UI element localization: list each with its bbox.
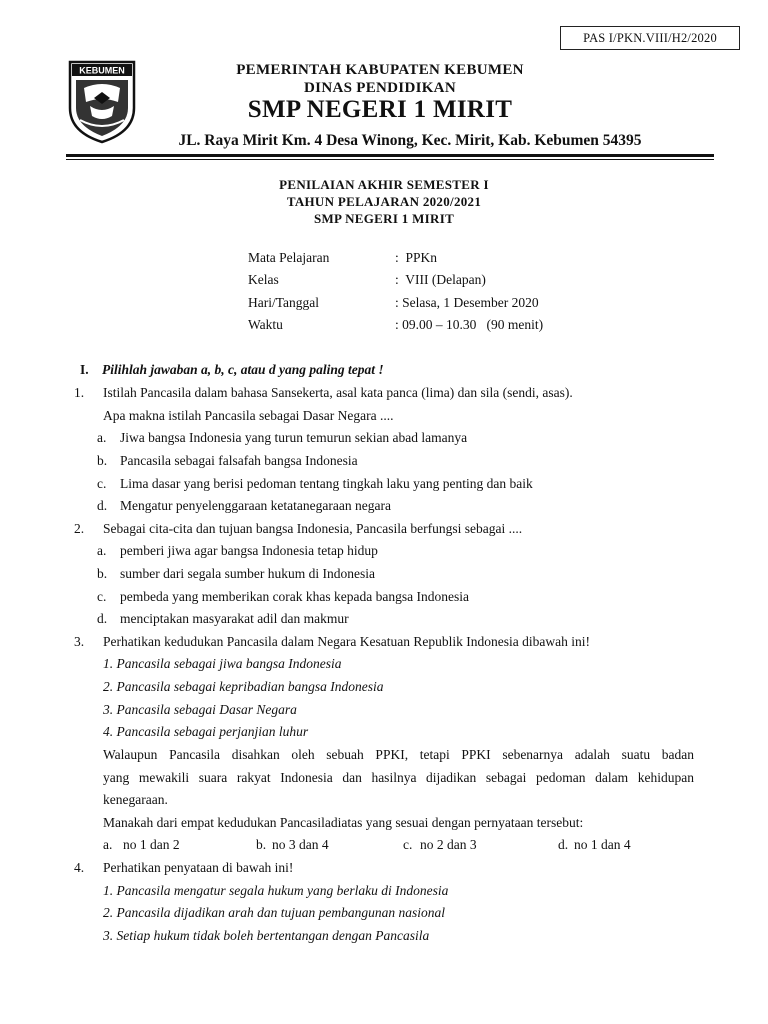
q3-paragraph-line-1: Walaupun Pancasila disahkan oleh sebuah PPKI, tetapi PPKI sebenarnya adalah suatu badan [103,747,694,762]
q4-item-1: 1. Pancasila mengatur segala hukum yang berlaku di Indonesia [103,883,449,898]
q3-paragraph-line-3: kenegaraan. [103,792,168,807]
q3-number: 3. [74,634,85,649]
kebumen-crest-icon [66,58,138,144]
q4-item-2: 2. Pancasila dijadikan arah dan tujuan pembangunan nasional [103,905,445,920]
q3-option-d-letter: d. [558,837,569,852]
info-label-time: Waktu [248,317,283,332]
letterhead-rule-thin [66,159,714,160]
q2-option-a: pemberi jiwa agar bangsa Indonesia tetap hidup [120,543,378,558]
letterhead-rule-thick [66,154,714,157]
q2-option-b: sumber dari segala sumber hukum di Indonesia [120,566,375,581]
q3-item-1: 1. Pancasila sebagai jiwa bangsa Indonesia [103,656,342,671]
q1-option-a-letter: a. [97,430,107,445]
q1-text-2: Apa makna istilah Pancasila sebagai Dasar Negara .... [103,408,394,423]
q2-option-a-letter: a. [97,543,107,558]
q1-option-d-letter: d. [97,498,108,513]
q3-option-b-letter: b. [256,837,267,852]
section-number: I. [80,362,89,377]
letterhead-government: PEMERINTAH KABUPATEN KEBUMEN [236,62,524,78]
exam-school: SMP NEGERI 1 MIRIT [313,211,455,226]
q3-item-4: 4. Pancasila sebagai perjanjian luhur [103,724,309,739]
document-code: PAS I/PKN.VIII/H2/2020 [560,26,740,50]
q3-option-c: no 2 dan 3 [420,837,477,852]
q3-option-c-letter: c. [403,837,413,852]
info-label-date: Hari/Tanggal [248,295,320,310]
info-value-time: : 09.00 – 10.30 (90 menit) [395,317,544,332]
q2-number: 2. [74,521,85,536]
q3-option-b: no 3 dan 4 [272,837,329,852]
q3-option-a: no 1 dan 2 [123,837,180,852]
q2-option-d: menciptakan masyarakat adil dan makmur [120,611,349,626]
q4-number: 4. [74,860,85,875]
info-label-class: Kelas [248,272,279,287]
logo-text: KEBUMEN [79,65,125,76]
q2-option-d-letter: d. [97,611,108,626]
q1-option-c-letter: c. [97,476,107,491]
q1-option-a: Jiwa bangsa Indonesia yang turun temurun sekian abad lamanya [120,430,468,445]
q3-option-d: no 1 dan 4 [574,837,631,852]
info-value-subject: : PPKn [395,250,438,265]
q2-option-c: pembeda yang memberikan corak khas kepada bangsa Indonesia [120,589,469,604]
section-heading [80,362,384,378]
q1-option-b: Pancasila sebagai falsafah bangsa Indonesia [120,453,358,468]
q2-option-b-letter: b. [97,566,108,581]
exam-year: TAHUN PELAJARAN 2020/2021 [286,194,482,209]
info-label-subject: Mata Pelajaran [248,250,330,265]
q3-paragraph-line-2: yang mewakili suara rakyat Indonesia dan hasilnya dijadikan sebagai pedoman dalam kehidupan [103,770,694,785]
q3-option-a-letter: a. [103,837,113,852]
q3-question: Manakah dari empat kedudukan Pancasiladiatas yang sesuai dengan pernyataan tersebut: [103,815,584,830]
q4-item-3: 3. Setiap hukum tidak boleh bertentangan dengan Pancasila [103,928,430,943]
q1-option-c: Lima dasar yang berisi pedoman tentang tingkah laku yang penting dan baik [120,476,533,491]
q3-item-3: 3. Pancasila sebagai Dasar Negara [103,702,297,717]
section-instruction: Pilihlah jawaban a, b, c, atau d yang paling tepat ! [102,362,384,377]
letterhead-school-name: SMP NEGERI 1 MIRIT [247,96,513,123]
info-value-date: : Selasa, 1 Desember 2020 [395,295,539,310]
q2-text: Sebagai cita-cita dan tujuan bangsa Indonesia, Pancasila berfungsi sebagai .... [103,521,523,536]
q3-item-2: 2. Pancasila sebagai kepribadian bangsa Indonesia [103,679,384,694]
exam-title: PENILAIAN AKHIR SEMESTER I [279,177,489,192]
info-value-class: : VIII (Delapan) [395,272,486,287]
q1-option-b-letter: b. [97,453,108,468]
q1-text: Istilah Pancasila dalam bahasa Sansekerta, asal kata panca (lima) dan sila (sendi, asas). [103,385,573,400]
q1-option-d: Mengatur penyelenggaraan ketatanegaraan negara [120,498,391,513]
q1-number: 1. [74,385,85,400]
q4-text: Perhatikan penyataan di bawah ini! [103,860,294,875]
q2-option-c-letter: c. [97,589,107,604]
letterhead-department: DINAS PENDIDIKAN [304,80,456,96]
letterhead-address: JL. Raya Mirit Km. 4 Desa Winong, Kec. Mirit, Kab. Kebumen 54395 [178,132,642,149]
q3-text: Perhatikan kedudukan Pancasila dalam Negara Kesatuan Republik Indonesia dibawah ini! [103,634,590,649]
